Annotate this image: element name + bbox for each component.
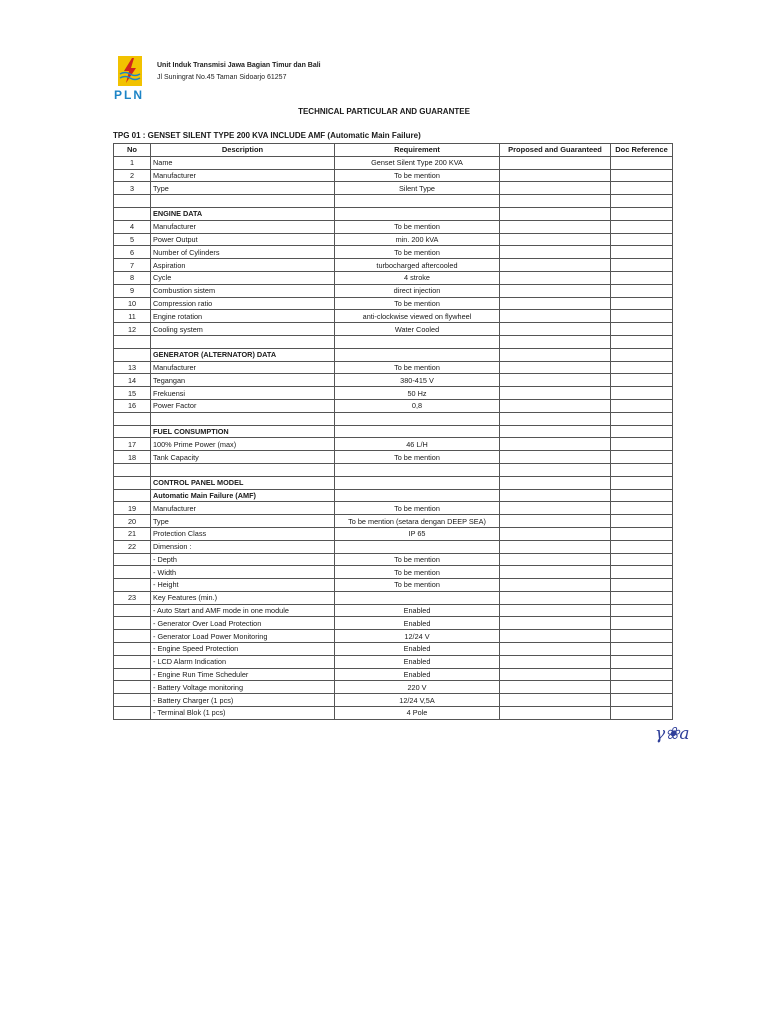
cell-description (151, 195, 335, 208)
cell-description: - Generator Over Load Protection (151, 617, 335, 630)
cell-doc-reference (611, 348, 673, 361)
cell-doc-reference (611, 566, 673, 579)
cell-no (114, 207, 151, 220)
cell-doc-reference (611, 387, 673, 400)
cell-requirement: Enabled (335, 643, 500, 656)
cell-proposed (500, 643, 611, 656)
cell-description: - Generator Load Power Monitoring (151, 630, 335, 643)
table-row (114, 707, 673, 720)
cell-proposed (500, 259, 611, 272)
cell-proposed (500, 182, 611, 195)
cell-doc-reference (611, 259, 673, 272)
table-row (114, 694, 673, 707)
cell-requirement: To be mention (335, 553, 500, 566)
cell-proposed (500, 323, 611, 336)
organization-name: Unit Induk Transmisi Jawa Bagian Timur dan Bali (157, 62, 321, 69)
cell-no (114, 668, 151, 681)
cell-doc-reference (611, 630, 673, 643)
cell-requirement: To be mention (335, 566, 500, 579)
cell-no (114, 412, 151, 425)
cell-description: Key Features (min.) (151, 591, 335, 604)
cell-description: ENGINE DATA (151, 207, 335, 220)
cell-requirement: 0,8 (335, 399, 500, 412)
table-row (114, 553, 673, 566)
table-row (114, 207, 673, 220)
cell-description: Manufacturer (151, 502, 335, 515)
document-title: TECHNICAL PARTICULAR AND GUARANTEE (298, 107, 470, 116)
cell-description: Frekuensi (151, 387, 335, 400)
cell-requirement (335, 476, 500, 489)
cell-description: - Battery Charger (1 pcs) (151, 694, 335, 707)
cell-requirement: To be mention (335, 579, 500, 592)
cell-doc-reference (611, 527, 673, 540)
cell-no: 9 (114, 284, 151, 297)
table-row (114, 284, 673, 297)
logo-text: PLN (114, 88, 144, 102)
cell-doc-reference (611, 412, 673, 425)
cell-requirement (335, 207, 500, 220)
cell-doc-reference (611, 323, 673, 336)
cell-doc-reference (611, 182, 673, 195)
cell-description: Compression ratio (151, 297, 335, 310)
table-row (114, 182, 673, 195)
table-row (114, 502, 673, 515)
cell-doc-reference (611, 233, 673, 246)
cell-description: Cooling system (151, 323, 335, 336)
table-row (114, 195, 673, 208)
cell-requirement: 12/24 V,5A (335, 694, 500, 707)
cell-requirement: Genset Silent Type 200 KVA (335, 156, 500, 169)
cell-requirement: To be mention (335, 220, 500, 233)
table-row (114, 476, 673, 489)
cell-proposed (500, 489, 611, 502)
cell-proposed (500, 335, 611, 348)
cell-requirement: To be mention (335, 246, 500, 259)
cell-proposed (500, 387, 611, 400)
cell-doc-reference (611, 707, 673, 720)
cell-proposed (500, 668, 611, 681)
cell-description: - Width (151, 566, 335, 579)
table-row (114, 220, 673, 233)
cell-no (114, 463, 151, 476)
cell-description: Tegangan (151, 374, 335, 387)
cell-description (151, 463, 335, 476)
cell-no: 22 (114, 540, 151, 553)
cell-doc-reference (611, 604, 673, 617)
cell-no (114, 694, 151, 707)
lightning-logo-icon (118, 56, 142, 86)
cell-no: 13 (114, 361, 151, 374)
cell-proposed (500, 463, 611, 476)
cell-description: GENERATOR (ALTERNATOR) DATA (151, 348, 335, 361)
cell-requirement: 4 stroke (335, 271, 500, 284)
cell-doc-reference (611, 438, 673, 451)
cell-proposed (500, 566, 611, 579)
cell-description: FUEL CONSUMPTION (151, 425, 335, 438)
cell-requirement: anti-clockwise viewed on flywheel (335, 310, 500, 323)
handwritten-signature: γ❀a (655, 724, 690, 744)
cell-proposed (500, 220, 611, 233)
cell-doc-reference (611, 374, 673, 387)
cell-description: Name (151, 156, 335, 169)
table-row (114, 271, 673, 284)
cell-no: 5 (114, 233, 151, 246)
cell-description: - Engine Run Time Scheduler (151, 668, 335, 681)
cell-proposed (500, 617, 611, 630)
cell-doc-reference (611, 643, 673, 656)
cell-doc-reference (611, 195, 673, 208)
cell-doc-reference (611, 246, 673, 259)
table-row (114, 566, 673, 579)
column-header-doc-reference: Doc Reference (611, 144, 673, 157)
cell-proposed (500, 681, 611, 694)
cell-description (151, 412, 335, 425)
table-row (114, 591, 673, 604)
table-row (114, 527, 673, 540)
cell-no (114, 617, 151, 630)
cell-doc-reference (611, 553, 673, 566)
table-row (114, 348, 673, 361)
table-row (114, 246, 673, 259)
cell-proposed (500, 553, 611, 566)
table-row (114, 323, 673, 336)
cell-requirement: 4 Pole (335, 707, 500, 720)
cell-proposed (500, 655, 611, 668)
cell-no: 12 (114, 323, 151, 336)
table-header-row (114, 144, 673, 157)
cell-description: Number of Cylinders (151, 246, 335, 259)
cell-proposed (500, 156, 611, 169)
cell-no: 18 (114, 451, 151, 464)
organization-address: Jl Suningrat No.45 Taman Sidoarjo 61257 (157, 74, 287, 81)
cell-proposed (500, 310, 611, 323)
cell-no (114, 348, 151, 361)
cell-proposed (500, 438, 611, 451)
cell-requirement: min. 200 kVA (335, 233, 500, 246)
cell-doc-reference (611, 540, 673, 553)
cell-proposed (500, 515, 611, 528)
cell-description: - Depth (151, 553, 335, 566)
cell-no (114, 681, 151, 694)
cell-no: 6 (114, 246, 151, 259)
cell-description: Type (151, 182, 335, 195)
cell-doc-reference (611, 502, 673, 515)
cell-no: 11 (114, 310, 151, 323)
cell-doc-reference (611, 515, 673, 528)
cell-no: 14 (114, 374, 151, 387)
table-row (114, 438, 673, 451)
table-row (114, 463, 673, 476)
table-row (114, 335, 673, 348)
cell-no (114, 579, 151, 592)
table-row (114, 169, 673, 182)
cell-no (114, 630, 151, 643)
cell-requirement: To be mention (335, 451, 500, 464)
table-row (114, 399, 673, 412)
cell-no: 10 (114, 297, 151, 310)
cell-no (114, 489, 151, 502)
cell-requirement: 50 Hz (335, 387, 500, 400)
cell-no (114, 553, 151, 566)
cell-requirement (335, 540, 500, 553)
table-title: TPG 01 : GENSET SILENT TYPE 200 KVA INCLUDE AMF (Automatic Main Failure) (113, 131, 421, 140)
cell-requirement: Enabled (335, 617, 500, 630)
table-row (114, 617, 673, 630)
table-row (114, 361, 673, 374)
cell-description: - Terminal Blok (1 pcs) (151, 707, 335, 720)
cell-proposed (500, 540, 611, 553)
cell-no: 4 (114, 220, 151, 233)
cell-doc-reference (611, 655, 673, 668)
cell-no: 7 (114, 259, 151, 272)
cell-proposed (500, 297, 611, 310)
cell-proposed (500, 169, 611, 182)
cell-requirement: To be mention (335, 297, 500, 310)
cell-no (114, 643, 151, 656)
cell-doc-reference (611, 284, 673, 297)
cell-doc-reference (611, 297, 673, 310)
cell-description: Tank Capacity (151, 451, 335, 464)
cell-proposed (500, 271, 611, 284)
cell-doc-reference (611, 271, 673, 284)
cell-doc-reference (611, 451, 673, 464)
table-row (114, 630, 673, 643)
table-row (114, 579, 673, 592)
cell-doc-reference (611, 681, 673, 694)
organization-info (157, 60, 321, 84)
cell-no: 1 (114, 156, 151, 169)
cell-requirement: To be mention (335, 361, 500, 374)
table-row (114, 681, 673, 694)
cell-doc-reference (611, 335, 673, 348)
cell-no (114, 476, 151, 489)
cell-doc-reference (611, 361, 673, 374)
cell-requirement: Enabled (335, 655, 500, 668)
cell-proposed (500, 374, 611, 387)
cell-description: - Engine Speed Protection (151, 643, 335, 656)
pln-logo (114, 56, 148, 102)
cell-requirement (335, 412, 500, 425)
cell-description: - Height (151, 579, 335, 592)
cell-doc-reference (611, 399, 673, 412)
cell-no (114, 566, 151, 579)
cell-proposed (500, 412, 611, 425)
cell-doc-reference (611, 310, 673, 323)
cell-requirement (335, 195, 500, 208)
cell-description: Combustion sistem (151, 284, 335, 297)
column-header-requirement: Requirement (335, 144, 500, 157)
cell-description: Automatic Main Failure (AMF) (151, 489, 335, 502)
cell-requirement (335, 425, 500, 438)
cell-requirement: 12/24 V (335, 630, 500, 643)
cell-requirement: 46 L/H (335, 438, 500, 451)
table-row (114, 374, 673, 387)
table-row (114, 540, 673, 553)
table-row (114, 156, 673, 169)
cell-no: 19 (114, 502, 151, 515)
cell-description: Manufacturer (151, 169, 335, 182)
cell-no: 3 (114, 182, 151, 195)
cell-requirement: direct injection (335, 284, 500, 297)
cell-description: Power Output (151, 233, 335, 246)
cell-no (114, 195, 151, 208)
table-row (114, 387, 673, 400)
cell-description: Aspiration (151, 259, 335, 272)
cell-doc-reference (611, 425, 673, 438)
cell-proposed (500, 476, 611, 489)
cell-proposed (500, 707, 611, 720)
cell-requirement (335, 489, 500, 502)
cell-doc-reference (611, 617, 673, 630)
cell-no (114, 655, 151, 668)
cell-proposed (500, 591, 611, 604)
cell-doc-reference (611, 220, 673, 233)
cell-no (114, 425, 151, 438)
cell-description: - LCD Alarm Indication (151, 655, 335, 668)
cell-requirement (335, 348, 500, 361)
cell-doc-reference (611, 579, 673, 592)
cell-description: Protection Class (151, 527, 335, 540)
cell-description: Cycle (151, 271, 335, 284)
cell-proposed (500, 604, 611, 617)
cell-description: Manufacturer (151, 361, 335, 374)
cell-requirement (335, 591, 500, 604)
cell-doc-reference (611, 169, 673, 182)
cell-description (151, 335, 335, 348)
table-row (114, 604, 673, 617)
cell-description: Dimension : (151, 540, 335, 553)
cell-requirement: Silent Type (335, 182, 500, 195)
cell-no: 21 (114, 527, 151, 540)
table-row (114, 451, 673, 464)
table-row (114, 412, 673, 425)
cell-doc-reference (611, 591, 673, 604)
cell-proposed (500, 425, 611, 438)
cell-requirement: turbocharged aftercooled (335, 259, 500, 272)
cell-proposed (500, 630, 611, 643)
cell-proposed (500, 195, 611, 208)
cell-no: 23 (114, 591, 151, 604)
cell-proposed (500, 399, 611, 412)
cell-no: 16 (114, 399, 151, 412)
cell-doc-reference (611, 489, 673, 502)
cell-no (114, 335, 151, 348)
cell-doc-reference (611, 207, 673, 220)
cell-doc-reference (611, 668, 673, 681)
table-row (114, 515, 673, 528)
cell-proposed (500, 451, 611, 464)
column-header-no: No (114, 144, 151, 157)
cell-no: 8 (114, 271, 151, 284)
cell-description: - Battery Voltage monitoring (151, 681, 335, 694)
cell-no (114, 707, 151, 720)
cell-proposed (500, 694, 611, 707)
cell-requirement (335, 335, 500, 348)
cell-no: 15 (114, 387, 151, 400)
cell-requirement: To be mention (335, 502, 500, 515)
table-row (114, 668, 673, 681)
cell-doc-reference (611, 156, 673, 169)
table-row (114, 233, 673, 246)
table-row (114, 425, 673, 438)
cell-description: Engine rotation (151, 310, 335, 323)
cell-requirement: 220 V (335, 681, 500, 694)
cell-description: CONTROL PANEL MODEL (151, 476, 335, 489)
cell-proposed (500, 284, 611, 297)
cell-requirement: IP 65 (335, 527, 500, 540)
cell-no: 2 (114, 169, 151, 182)
cell-description: - Auto Start and AMF mode in one module (151, 604, 335, 617)
column-header-proposed: Proposed and Guaranteed (500, 144, 611, 157)
cell-doc-reference (611, 476, 673, 489)
cell-proposed (500, 348, 611, 361)
cell-requirement: Enabled (335, 604, 500, 617)
cell-doc-reference (611, 694, 673, 707)
cell-proposed (500, 207, 611, 220)
cell-proposed (500, 579, 611, 592)
cell-no: 17 (114, 438, 151, 451)
cell-proposed (500, 502, 611, 515)
cell-proposed (500, 361, 611, 374)
cell-requirement: Enabled (335, 668, 500, 681)
table-body (114, 156, 673, 719)
cell-requirement: To be mention (setara dengan DEEP SEA) (335, 515, 500, 528)
cell-requirement: 380-415 V (335, 374, 500, 387)
cell-no: 20 (114, 515, 151, 528)
cell-no (114, 604, 151, 617)
table-row (114, 643, 673, 656)
cell-description: Power Factor (151, 399, 335, 412)
table-row (114, 489, 673, 502)
cell-proposed (500, 233, 611, 246)
cell-proposed (500, 527, 611, 540)
spec-table (113, 143, 673, 720)
cell-proposed (500, 246, 611, 259)
cell-description: Type (151, 515, 335, 528)
cell-description: 100% Prime Power (max) (151, 438, 335, 451)
table-row (114, 259, 673, 272)
table-row (114, 310, 673, 323)
table-row (114, 655, 673, 668)
cell-doc-reference (611, 463, 673, 476)
cell-requirement: To be mention (335, 169, 500, 182)
table-row (114, 297, 673, 310)
cell-requirement: Water Cooled (335, 323, 500, 336)
cell-description: Manufacturer (151, 220, 335, 233)
column-header-description: Description (151, 144, 335, 157)
cell-requirement (335, 463, 500, 476)
